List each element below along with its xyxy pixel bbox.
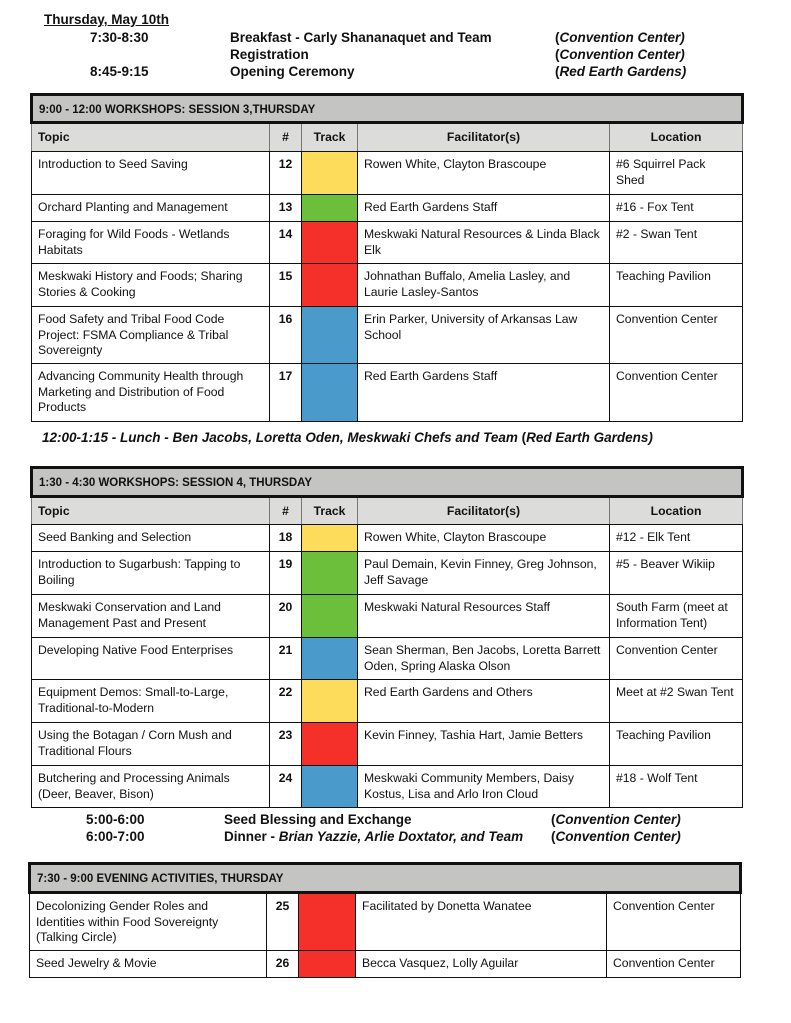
workshop-row bbox=[32, 222, 743, 264]
number-cell: 13 bbox=[270, 195, 302, 222]
schedule-event bbox=[224, 829, 523, 844]
paren: ( bbox=[521, 430, 527, 445]
event-people: Brian Yazzie, Arlie Doxtator, and Team bbox=[278, 829, 524, 844]
topic-cell: Equipment Demos: Small-to-Large, Traditional-to-Modern bbox=[32, 680, 270, 723]
topic-cell: Meskwaki History and Foods; Sharing Stories & Cooking bbox=[32, 264, 270, 307]
track-color-cell bbox=[302, 766, 358, 808]
col-topic: Topic bbox=[32, 123, 270, 152]
topic-cell: Seed Jewelry & Movie bbox=[30, 951, 267, 978]
track-color-cell bbox=[302, 638, 358, 680]
location-cell: Teaching Pavilion bbox=[610, 264, 743, 307]
facilitators-cell: Red Earth Gardens and Others bbox=[358, 680, 610, 723]
schedule-location bbox=[551, 812, 681, 827]
workshop-row bbox=[32, 723, 743, 766]
event-text: Seed Blessing and Exchange bbox=[224, 812, 412, 827]
workshop-row bbox=[30, 893, 741, 951]
number-cell: 26 bbox=[267, 951, 299, 978]
track-color-cell bbox=[302, 552, 358, 595]
workshop-row bbox=[32, 364, 743, 422]
facilitators-cell: Becca Vasquez, Lolly Aguilar bbox=[356, 951, 607, 978]
paren: ( bbox=[555, 64, 560, 79]
workshop-row bbox=[30, 951, 741, 978]
location-text: Convention Center) bbox=[559, 47, 685, 62]
facilitators-cell: Erin Parker, University of Arkansas Law School bbox=[358, 307, 610, 364]
schedule-event: Breakfast - Carly Shananaquet and Team bbox=[230, 30, 492, 45]
col-location: Location bbox=[610, 497, 743, 525]
location-text: Convention Center) bbox=[559, 30, 685, 45]
col-location: Location bbox=[610, 123, 743, 152]
workshop-row bbox=[32, 152, 743, 195]
facilitators-cell: Paul Demain, Kevin Finney, Greg Johnson, Jeff Savage bbox=[358, 552, 610, 595]
lunch-location: Red Earth Gardens) bbox=[526, 430, 653, 445]
number-cell: 24 bbox=[270, 766, 302, 808]
facilitators-cell: Johnathan Buffalo, Amelia Lasley, and Laurie Lasley-Santos bbox=[358, 264, 610, 307]
track-color-cell bbox=[302, 364, 358, 422]
location-cell: Convention Center bbox=[610, 307, 743, 364]
location-cell: South Farm (meet at Information Tent) bbox=[610, 595, 743, 638]
schedule-event: Opening Ceremony bbox=[230, 64, 355, 79]
location-cell: Meet at #2 Swan Tent bbox=[610, 680, 743, 723]
track-color-cell bbox=[302, 152, 358, 195]
location-cell: Teaching Pavilion bbox=[610, 723, 743, 766]
location-text: Convention Center) bbox=[555, 829, 681, 844]
number-cell: 16 bbox=[270, 307, 302, 364]
workshop-row bbox=[32, 638, 743, 680]
facilitators-cell: Rowen White, Clayton Brascoupe bbox=[358, 152, 610, 195]
col-number: # bbox=[270, 497, 302, 525]
facilitators-cell: Red Earth Gardens Staff bbox=[358, 195, 610, 222]
track-color-cell bbox=[302, 264, 358, 307]
location-cell: Convention Center bbox=[610, 638, 743, 680]
track-color-cell bbox=[302, 525, 358, 552]
topic-cell: Seed Banking and Selection bbox=[32, 525, 270, 552]
track-color-cell bbox=[302, 222, 358, 264]
track-color-cell bbox=[299, 951, 356, 978]
facilitators-cell: Meskwaki Community Members, Daisy Kostus, Lisa and Arlo Iron Cloud bbox=[358, 766, 610, 808]
day-title: Thursday, May 10th bbox=[44, 12, 170, 27]
facilitators-cell: Red Earth Gardens Staff bbox=[358, 364, 610, 422]
schedule-time: 7:30-8:30 bbox=[90, 30, 149, 45]
number-cell: 19 bbox=[270, 552, 302, 595]
lunch-text: 12:00-1:15 - Lunch - Ben Jacobs, Loretta Oden, Meskwaki Chefs and Team bbox=[42, 430, 522, 445]
location-cell: #18 - Wolf Tent bbox=[610, 766, 743, 808]
location-text: Red Earth Gardens) bbox=[559, 64, 687, 79]
track-color-cell bbox=[299, 893, 356, 951]
session-header-row bbox=[32, 95, 743, 123]
topic-cell: Introduction to Seed Saving bbox=[32, 152, 270, 195]
workshop-row bbox=[32, 595, 743, 638]
workshop-row bbox=[32, 264, 743, 307]
workshop-row bbox=[32, 525, 743, 552]
col-track: Track bbox=[302, 497, 358, 525]
location-cell: Convention Center bbox=[607, 893, 741, 951]
session-header-row bbox=[32, 468, 743, 497]
number-cell: 12 bbox=[270, 152, 302, 195]
col-number: # bbox=[270, 123, 302, 152]
session4-table bbox=[30, 466, 744, 808]
evening-table bbox=[28, 862, 742, 978]
number-cell: 17 bbox=[270, 364, 302, 422]
schedule-time: 6:00-7:00 bbox=[86, 829, 145, 844]
track-color-cell bbox=[302, 195, 358, 222]
facilitators-cell: Meskwaki Natural Resources & Linda Black Elk bbox=[358, 222, 610, 264]
location-cell: #5 - Beaver Wikiip bbox=[610, 552, 743, 595]
paren: ( bbox=[551, 812, 556, 827]
facilitators-cell: Kevin Finney, Tashia Hart, Jamie Betters bbox=[358, 723, 610, 766]
topic-cell: Advancing Community Health through Marketing and Distribution of Food Products bbox=[32, 364, 270, 422]
number-cell: 20 bbox=[270, 595, 302, 638]
number-cell: 25 bbox=[267, 893, 299, 951]
schedule-event bbox=[224, 812, 412, 827]
column-header-row bbox=[32, 123, 743, 152]
col-facilitators: Facilitator(s) bbox=[358, 123, 610, 152]
track-color-cell bbox=[302, 307, 358, 364]
location-cell: Convention Center bbox=[607, 951, 741, 978]
session-header-row bbox=[30, 864, 741, 893]
paren: ( bbox=[555, 47, 560, 62]
topic-cell: Foraging for Wild Foods - Wetlands Habitats bbox=[32, 222, 270, 264]
workshop-row bbox=[32, 195, 743, 222]
topic-cell: Introduction to Sugarbush: Tapping to Boiling bbox=[32, 552, 270, 595]
number-cell: 15 bbox=[270, 264, 302, 307]
topic-cell: Food Safety and Tribal Food Code Project: FSMA Compliance & Tribal Sovereignty bbox=[32, 307, 270, 364]
number-cell: 21 bbox=[270, 638, 302, 680]
location-cell: #2 - Swan Tent bbox=[610, 222, 743, 264]
session3-table bbox=[30, 93, 744, 422]
workshop-row bbox=[32, 766, 743, 808]
workshop-row bbox=[32, 307, 743, 364]
col-track: Track bbox=[302, 123, 358, 152]
track-color-cell bbox=[302, 595, 358, 638]
topic-cell: Orchard Planting and Management bbox=[32, 195, 270, 222]
event-text: Dinner - bbox=[224, 829, 279, 844]
facilitators-cell: Meskwaki Natural Resources Staff bbox=[358, 595, 610, 638]
number-cell: 23 bbox=[270, 723, 302, 766]
track-color-cell bbox=[302, 680, 358, 723]
topic-cell: Using the Botagan / Corn Mush and Traditional Flours bbox=[32, 723, 270, 766]
col-topic: Topic bbox=[32, 497, 270, 525]
location-cell: #12 - Elk Tent bbox=[610, 525, 743, 552]
location-cell: #16 - Fox Tent bbox=[610, 195, 743, 222]
schedule-event: Registration bbox=[230, 47, 309, 62]
facilitators-cell: Facilitated by Donetta Wanatee bbox=[356, 893, 607, 951]
paren: ( bbox=[551, 829, 556, 844]
session-title: 7:30 - 9:00 EVENING ACTIVITIES, THURSDAY bbox=[30, 864, 741, 893]
workshop-row bbox=[32, 552, 743, 595]
topic-cell: Meskwaki Conservation and Land Management Past and Present bbox=[32, 595, 270, 638]
facilitators-cell: Sean Sherman, Ben Jacobs, Loretta Barrett Oden, Spring Alaska Olson bbox=[358, 638, 610, 680]
facilitators-cell: Rowen White, Clayton Brascoupe bbox=[358, 525, 610, 552]
topic-cell: Butchering and Processing Animals (Deer, Beaver, Bison) bbox=[32, 766, 270, 808]
session-title: 1:30 - 4:30 WORKSHOPS: SESSION 4, THURSDAY bbox=[32, 468, 743, 497]
lunch-line bbox=[42, 430, 653, 445]
column-header-row bbox=[32, 497, 743, 525]
location-cell: Convention Center bbox=[610, 364, 743, 422]
schedule-location bbox=[555, 47, 685, 62]
schedule-time: 8:45-9:15 bbox=[90, 64, 149, 79]
topic-cell: Decolonizing Gender Roles and Identities within Food Sovereignty (Talking Circle) bbox=[30, 893, 267, 951]
schedule-location bbox=[551, 829, 681, 844]
col-facilitators: Facilitator(s) bbox=[358, 497, 610, 525]
topic-cell: Developing Native Food Enterprises bbox=[32, 638, 270, 680]
workshop-row bbox=[32, 680, 743, 723]
location-text: Convention Center) bbox=[555, 812, 681, 827]
paren: ( bbox=[555, 30, 560, 45]
location-cell: #6 Squirrel Pack Shed bbox=[610, 152, 743, 195]
schedule-location bbox=[555, 64, 686, 79]
number-cell: 22 bbox=[270, 680, 302, 723]
schedule-location bbox=[555, 30, 685, 45]
session-title: 9:00 - 12:00 WORKSHOPS: SESSION 3,THURSDAY bbox=[32, 95, 743, 123]
number-cell: 18 bbox=[270, 525, 302, 552]
schedule-time: 5:00-6:00 bbox=[86, 812, 145, 827]
track-color-cell bbox=[302, 723, 358, 766]
number-cell: 14 bbox=[270, 222, 302, 264]
